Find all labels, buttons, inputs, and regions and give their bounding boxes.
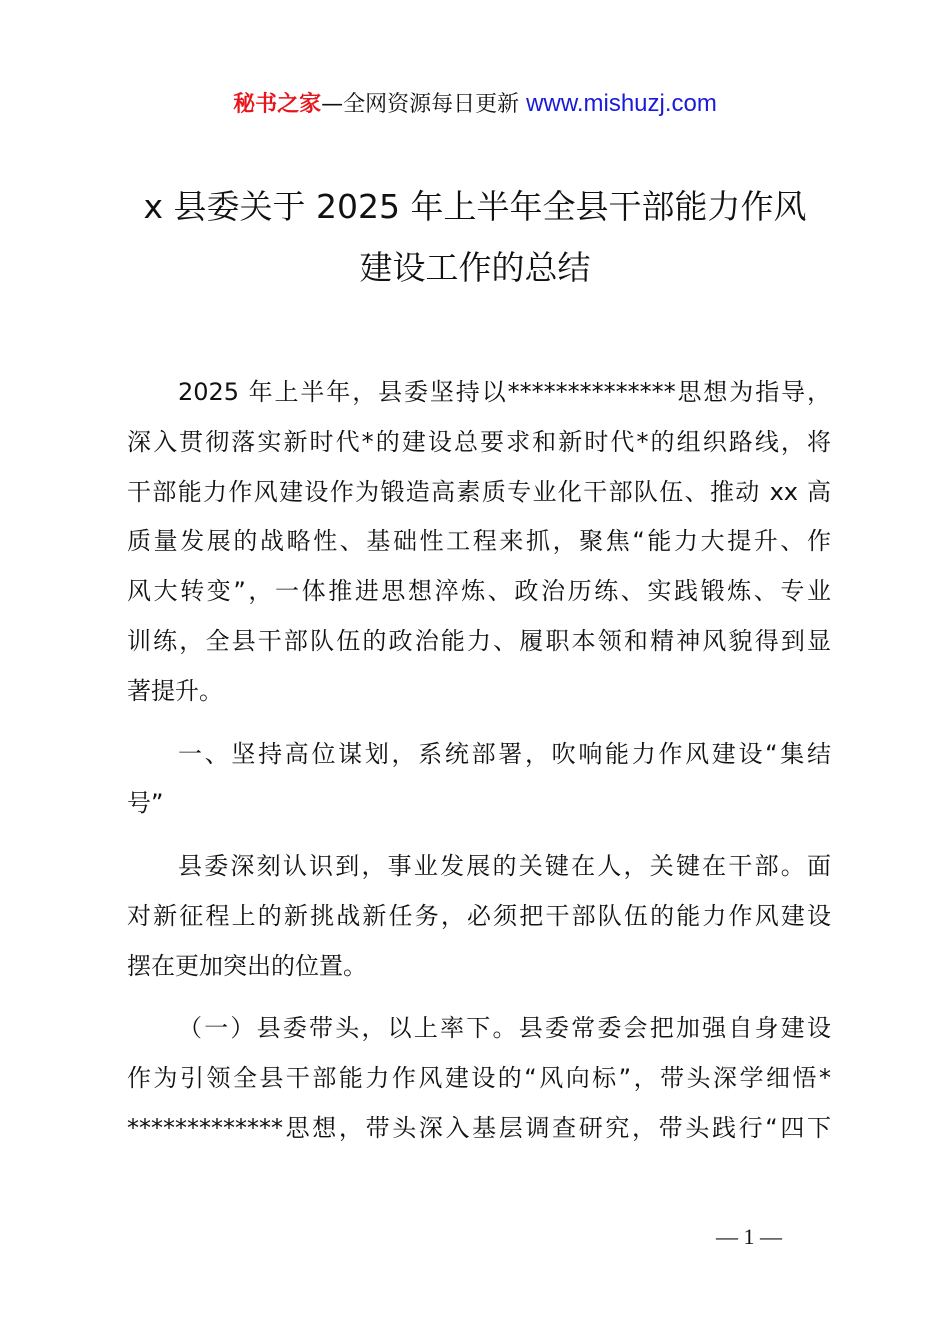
page-number: — 1 — bbox=[716, 1224, 782, 1249]
paragraph-line: 摆在更加突出的位置。 bbox=[127, 952, 367, 980]
site-url-link[interactable]: www.mishuzj.com bbox=[526, 90, 717, 117]
paragraph-line: 干部能力作风建设作为锻造高素质专业化干部队伍、推动 xx 高 bbox=[127, 478, 831, 506]
paragraph-line: 质量发展的战略性、基础性工程来抓，聚焦“能力大提升、作 bbox=[127, 527, 831, 555]
paragraph-line: 作为引领全县干部能力作风建设的“风向标”，带头深学细悟* bbox=[127, 1064, 831, 1092]
section-heading-line: 一、坚持高位谋划，系统部署，吹响能力作风建设“集结 bbox=[178, 740, 831, 768]
paragraph-line: （一）县委带头，以上率下。县委常委会把加强自身建设 bbox=[178, 1014, 831, 1042]
site-banner bbox=[0, 88, 950, 121]
paragraph-line: 深入贯彻落实新时代*的建设总要求和新时代*的组织路线，将 bbox=[127, 428, 831, 456]
paragraph-line: 对新征程上的新挑战新任务，必须把干部队伍的能力作风建设 bbox=[127, 902, 831, 930]
document-title-line-1: x 县委关于 2025 年上半年全县干部能力作风 bbox=[143, 187, 807, 226]
paragraph-line: 县委深刻认识到，事业发展的关键在人，关键在干部。面 bbox=[178, 852, 831, 880]
section-heading-line: 号” bbox=[127, 789, 164, 817]
paragraph-line: *************思想，带头深入基层调查研究，带头践行“四下 bbox=[127, 1114, 831, 1142]
banner-tagline: —全网资源每日更新 bbox=[321, 92, 520, 117]
brand-name: 秘书之家 bbox=[233, 92, 322, 117]
document-title-line-2: 建设工作的总结 bbox=[359, 248, 591, 287]
paragraph-line: 著提升。 bbox=[127, 677, 223, 705]
paragraph-line: 风大转变”，一体推进思想淬炼、政治历练、实践锻炼、专业 bbox=[127, 577, 831, 605]
paragraph-line: 2025 年上半年，县委坚持以**************思想为指导， bbox=[178, 378, 831, 406]
paragraph-line: 训练，全县干部队伍的政治能力、履职本领和精神风貌得到显 bbox=[127, 627, 831, 655]
